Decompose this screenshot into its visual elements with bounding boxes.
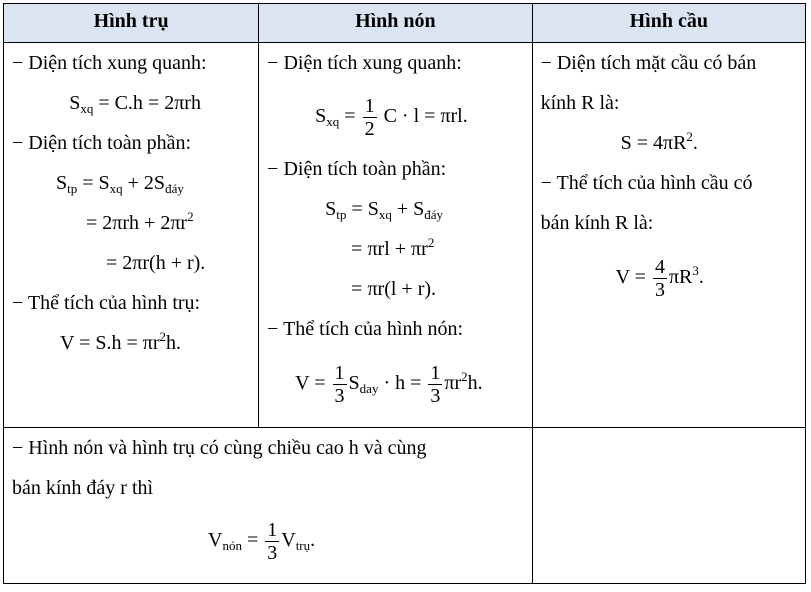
fraction-one-third-a: $\frac{1}{3}$ [334,361,345,407]
cone-cell [259,43,532,428]
header-row [4,4,806,43]
cone-total-label: − Diện tích toàn phần: [267,158,447,180]
sphere-volume-label-2: bán kính R là: [540,212,654,234]
fraction-four-thirds: $\frac{4}{3}$ [654,255,665,301]
relation-cell [4,428,533,584]
fraction-one-third-b: $\frac{1}{3}$ [430,361,441,407]
formula-row [4,43,806,428]
empty-cell [532,428,805,584]
sphere-area-label-2: kính R là: [540,92,620,114]
header-cylinder: Hình trụ [4,4,259,43]
cone-total-formula: $S_{tp} = S_{xq} + S_{đáy}$ [325,198,444,222]
cylinder-total-line3: = 2πr(h + r). [106,252,206,274]
relation-row [4,428,806,584]
sphere-area-label-1: − Diện tích mặt cầu có bán [540,52,757,74]
sphere-volume-label-1: − Thể tích của hình cầu có [540,172,753,194]
relation-line-2: bán kính đáy r thì [12,477,154,499]
cone-total-line2: = $\pi rl + \pi r^2$ [351,235,435,260]
sphere-area-formula: $S = 4\pi R^2$. [620,129,698,154]
cylinder-volume-label: − Thể tích của hình trụ: [12,292,201,314]
cone-volume-formula: V = $\frac{1}{3}$ $S_{day} \cdot h$ = $\frac{1}{3}$ $\pi r^2h$. [295,361,483,407]
cone-lateral-label: − Diện tích xung quanh: [267,52,462,74]
cylinder-lateral-formula: $S_{xq} = C.h = 2\pi rh$ [69,92,201,116]
sphere-volume-formula: V = $\frac{4}{3}$ $\pi R^3$. [615,255,704,301]
cylinder-volume-formula: $V = S.h = \pi r^2h$. [60,329,182,354]
relation-line-1: − Hình nón và hình trụ có cùng chiều cao h và cùng [12,437,427,459]
cylinder-total-formula: $S_{tp} = S_{xq} + 2S_{đáy}$ [56,172,184,196]
relation-formula: $V_{nón}$ = $\frac{1}{3}$ $V_{trụ}$. [208,518,316,564]
formula-table [3,3,806,584]
header-cone: Hình nón [259,4,532,43]
sphere-cell [532,43,805,428]
cylinder-total-label: − Diện tích toàn phần: [12,132,192,154]
cylinder-lateral-label: − Diện tích xung quanh: [12,52,207,74]
header-sphere: Hình cầu [532,4,805,43]
cylinder-total-line2: = $2\pi rh + 2\pi r^2$ [86,209,194,234]
cone-volume-label: − Thể tích của hình nón: [267,318,464,340]
cone-lateral-formula: $S_{xq}$ = $\frac{1}{2}$ C · l = πrl. [315,94,468,140]
cylinder-cell [4,43,259,428]
fraction-relation: $\frac{1}{3}$ [267,518,278,564]
cone-total-line3: = πr(l + r). [351,278,437,300]
fraction-one-half: $\frac{1}{2}$ [364,94,375,140]
